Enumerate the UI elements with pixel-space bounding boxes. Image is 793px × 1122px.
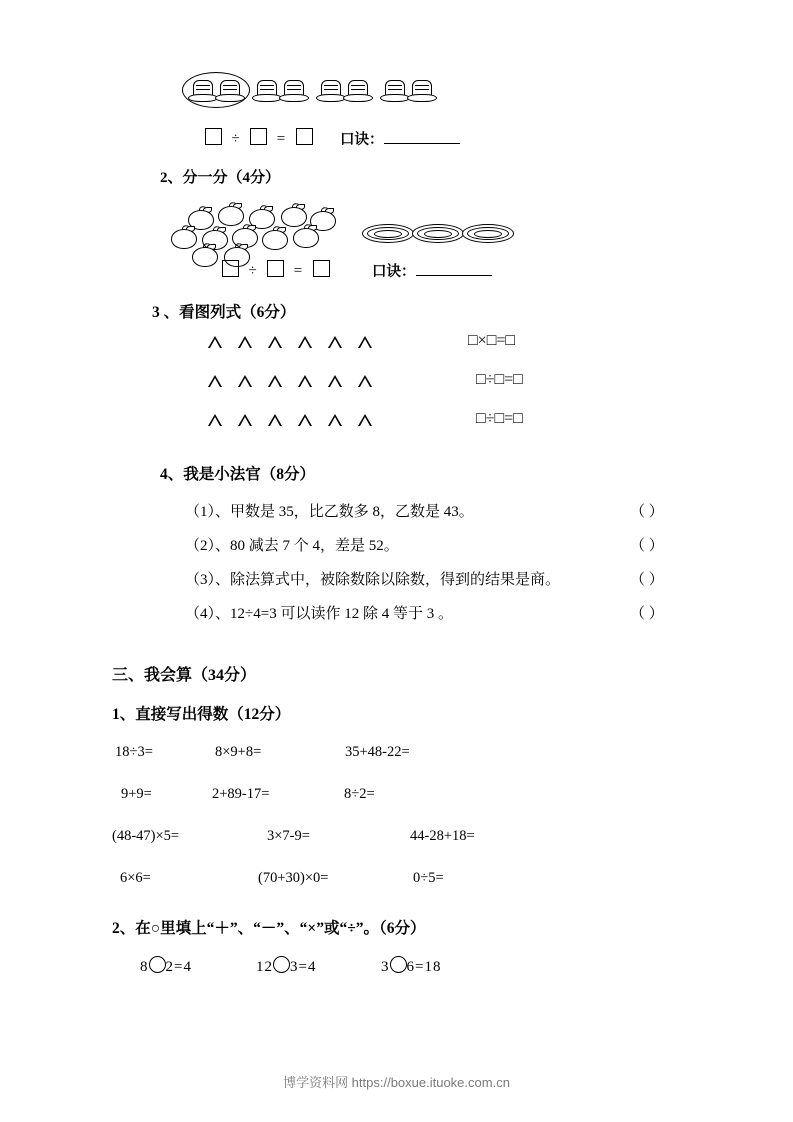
triangle-icon	[268, 414, 282, 426]
q4-mark-3[interactable]: （ ）	[630, 572, 664, 588]
circle-fill-item[interactable]	[256, 956, 316, 976]
calc-item[interactable]: 3×7-9=	[267, 828, 310, 844]
section3-heading: 三、我会算（34分）	[112, 667, 257, 684]
circle-item-left: 8	[140, 959, 149, 975]
q3-heading: 3 、看图列式（6分）	[152, 304, 296, 321]
q3-expr-1[interactable]: □×□=□	[468, 332, 516, 349]
triangle-icon	[358, 414, 372, 426]
calc-item[interactable]: 0÷5=	[413, 870, 444, 886]
hat-icon	[188, 80, 216, 102]
triangle-icon	[298, 414, 312, 426]
q2-kj-label: 口诀：	[372, 264, 416, 280]
hat-icon	[279, 80, 307, 102]
q4-item-4: （4）、12÷4=3 可以读作 12 除 4 等于 3 。	[185, 606, 453, 622]
q2-kj-blank[interactable]	[416, 275, 492, 276]
plate-icon	[412, 224, 462, 241]
q1-kj[interactable]	[340, 128, 460, 149]
triangle-icon	[238, 414, 252, 426]
operator-circle[interactable]	[390, 956, 407, 973]
answer-box[interactable]	[205, 128, 222, 145]
triangle-icon	[208, 375, 222, 387]
calc-item[interactable]: 6×6=	[120, 870, 151, 886]
circle-item-left: 3	[381, 959, 390, 975]
calc-item[interactable]: 9+9=	[121, 786, 152, 802]
operator-circle[interactable]	[149, 956, 166, 973]
triangle-icon	[358, 375, 372, 387]
q4-heading: 4、我是小法官（8分）	[160, 466, 316, 483]
q4-item-1: （1）、甲数是 35，比乙数多 8，乙数是 43。	[185, 504, 474, 520]
circle-item-right: 6=18	[406, 959, 442, 975]
q4-mark-2[interactable]: （ ）	[630, 538, 664, 554]
hat-icon	[380, 80, 408, 102]
apple-icon	[281, 203, 306, 225]
plate-icon	[462, 224, 512, 241]
section3-sub1-heading: 1、直接写出得数（12分）	[112, 706, 291, 723]
circle-fill-item[interactable]	[140, 956, 192, 976]
apple-icon	[262, 226, 287, 248]
hat-icon	[343, 80, 371, 102]
q3-expr-3[interactable]: □÷□=□	[476, 410, 523, 427]
answer-box[interactable]	[222, 260, 239, 277]
hat-icon	[215, 80, 243, 102]
calc-item[interactable]: 44-28+18=	[410, 828, 475, 844]
answer-box[interactable]	[296, 128, 313, 145]
answer-box[interactable]	[313, 260, 330, 277]
q1-kj-label: 口诀：	[340, 132, 384, 148]
calc-item[interactable]: 8÷2=	[344, 786, 375, 802]
calc-item[interactable]: 8×9+8=	[215, 744, 262, 760]
answer-box[interactable]	[250, 128, 267, 145]
triangle-icon	[238, 336, 252, 348]
calc-item[interactable]: 2+89-17=	[212, 786, 270, 802]
triangle-icon	[328, 336, 342, 348]
q4-mark-4[interactable]: （ ）	[630, 606, 664, 622]
circle-item-right: 3=4	[290, 959, 317, 975]
hat-icon	[407, 80, 435, 102]
triangle-icon	[238, 375, 252, 387]
circle-item-right: 2=4	[165, 959, 192, 975]
q4-mark-1[interactable]: （ ）	[630, 504, 664, 520]
hat-icon	[252, 80, 280, 102]
answer-box[interactable]	[267, 260, 284, 277]
circle-item-left: 12	[256, 959, 273, 975]
calc-item[interactable]: 35+48-22=	[345, 744, 410, 760]
hat-icon	[316, 80, 344, 102]
triangle-icon	[208, 336, 222, 348]
triangle-icon	[298, 336, 312, 348]
circle-fill-item[interactable]	[381, 956, 441, 976]
calc-item[interactable]: (70+30)×0=	[258, 870, 329, 886]
footer-watermark: 博学资料网 https://boxue.ituoke.com.cn	[283, 1075, 510, 1090]
apple-icon	[192, 243, 217, 265]
triangle-icon	[358, 336, 372, 348]
q3-expr-2[interactable]: □÷□=□	[476, 371, 523, 388]
q4-item-2: （2）、80 减去 7 个 4，差是 52。	[185, 538, 399, 554]
q2-equation[interactable]: ÷ =	[222, 260, 330, 280]
triangle-icon	[328, 375, 342, 387]
operator-circle[interactable]	[273, 956, 290, 973]
triangle-icon	[268, 375, 282, 387]
plate-icon	[362, 224, 412, 241]
q4-item-3: （3）、除法算式中，被除数除以除数，得到的结果是商。	[185, 572, 561, 588]
q1-kj-blank[interactable]	[384, 143, 460, 144]
apple-icon	[293, 224, 318, 246]
q2-kj[interactable]	[372, 260, 492, 281]
triangle-icon	[268, 336, 282, 348]
q2-heading: 2、分一分（4分）	[160, 170, 281, 186]
triangle-icon	[208, 414, 222, 426]
triangle-icon	[298, 375, 312, 387]
calc-item[interactable]: 18÷3=	[115, 744, 153, 760]
apple-icon	[218, 202, 243, 224]
triangle-icon	[328, 414, 342, 426]
calc-item[interactable]: (48-47)×5=	[112, 828, 180, 844]
q1-equation[interactable]: ÷ =	[205, 128, 313, 148]
section3-sub2-heading: 2、在○里填上“＋”、“－”、“×”或“÷”。（6分）	[112, 920, 426, 937]
